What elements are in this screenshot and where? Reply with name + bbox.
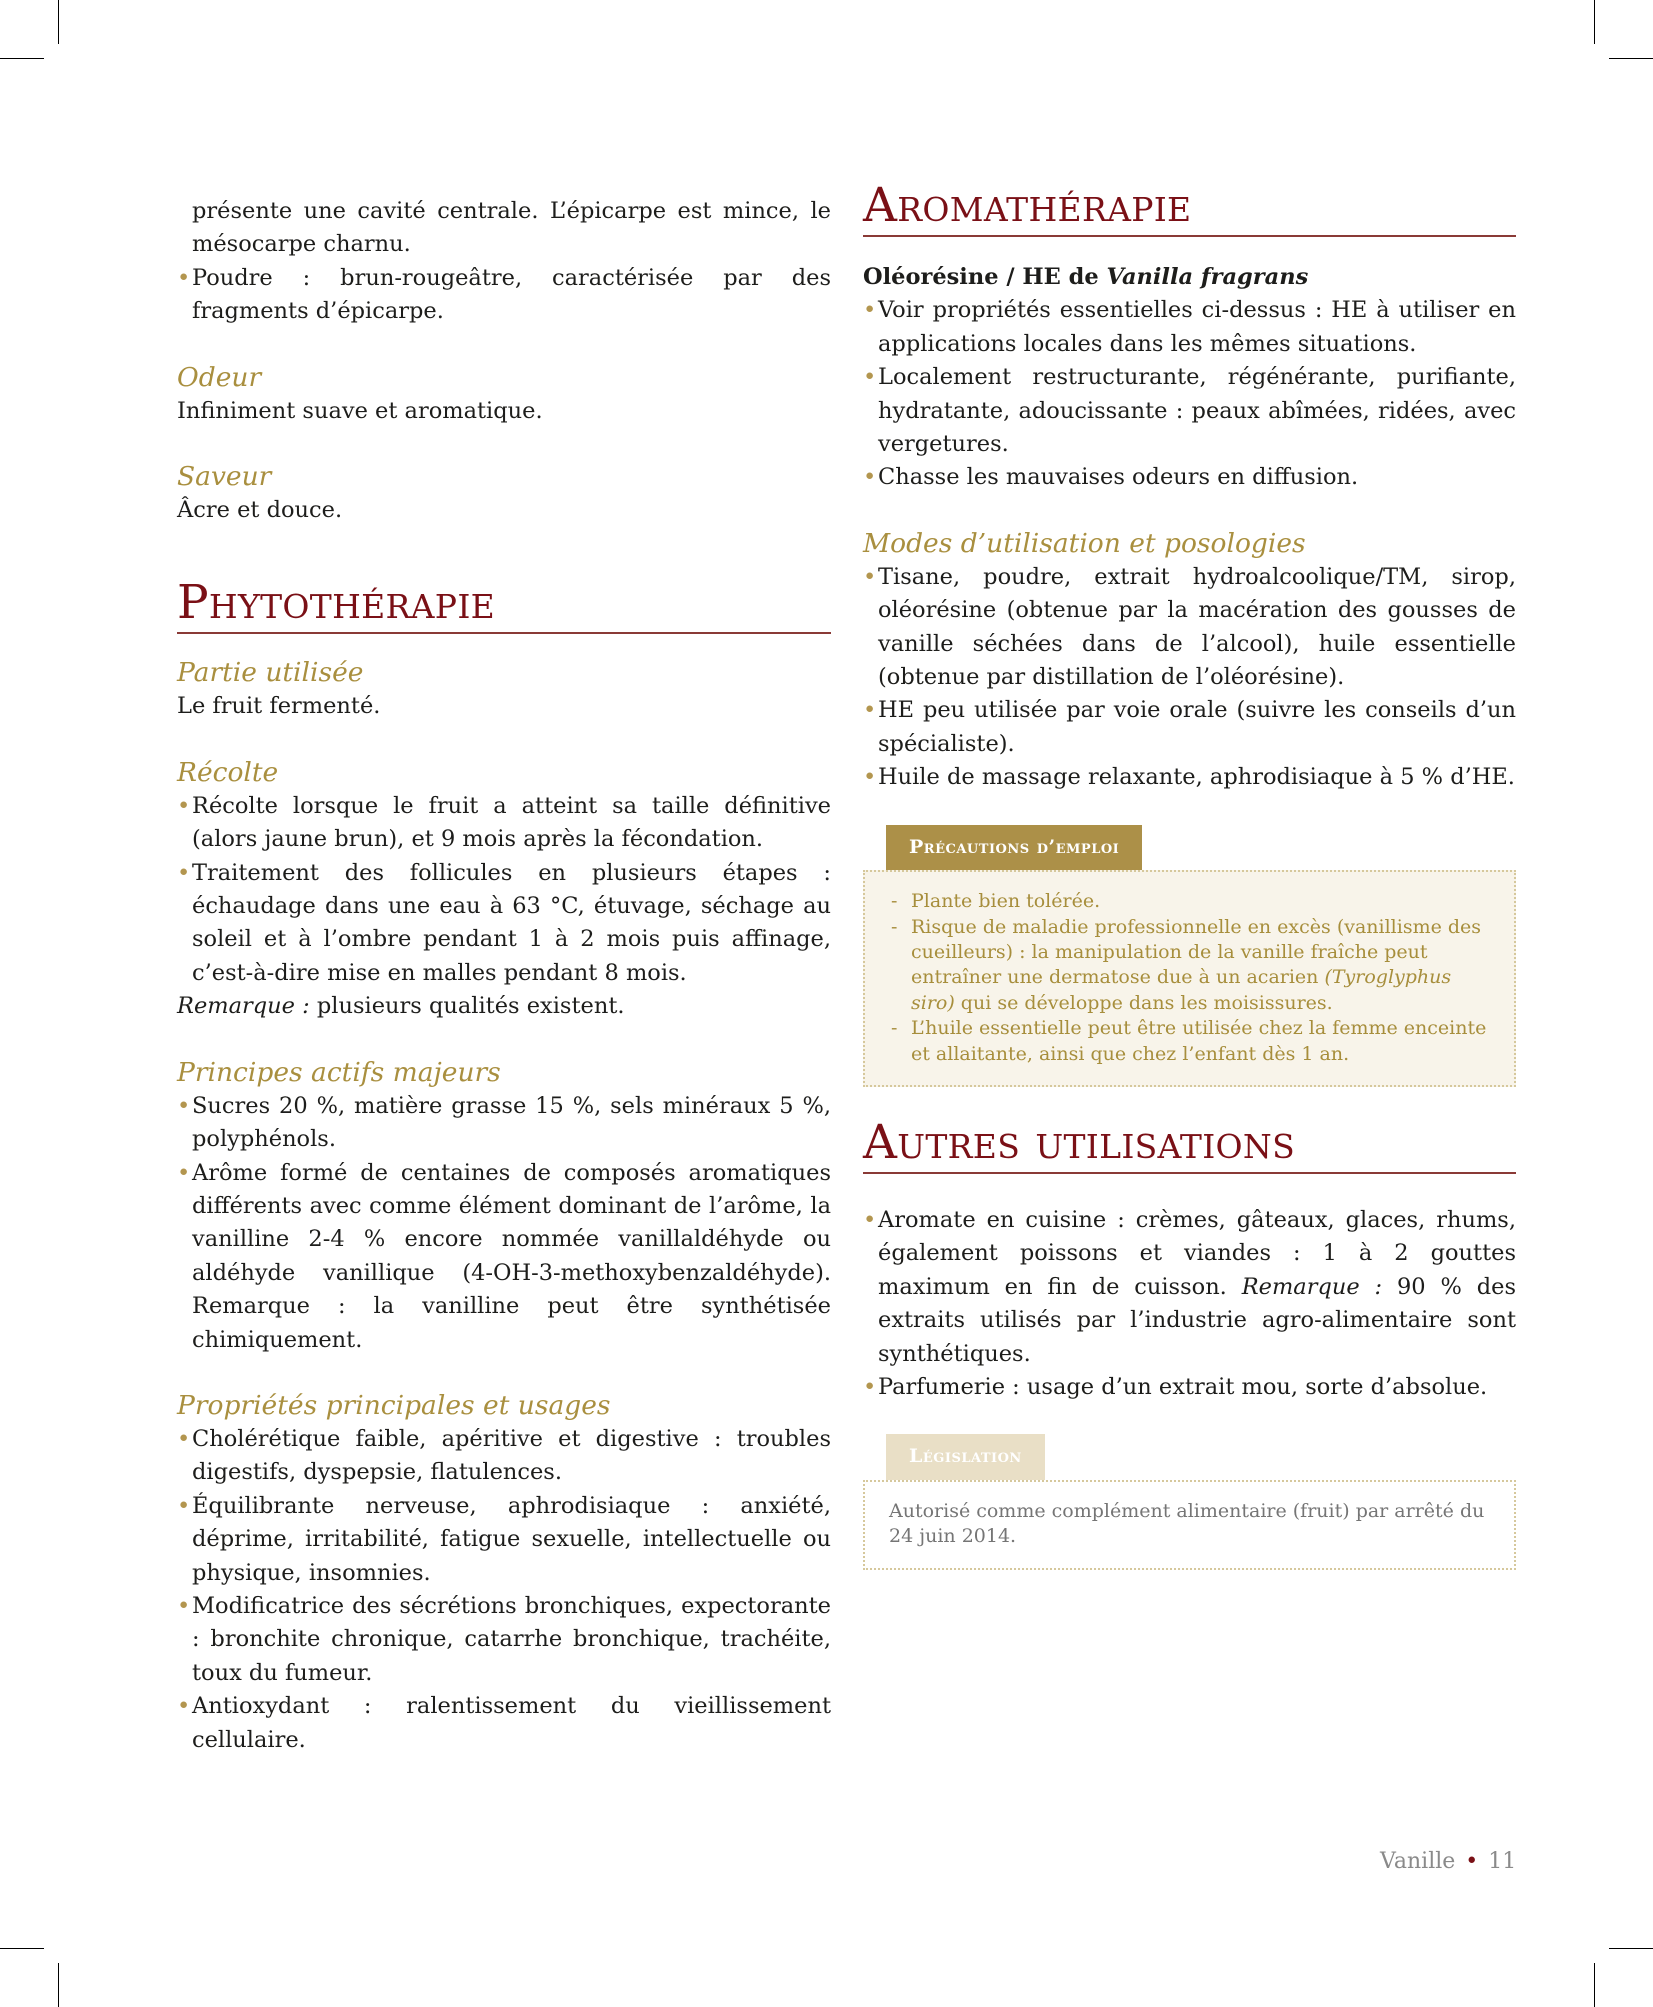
list-item: • Sucres 20 %, matière grasse 15 %, sels minéraux 5 %, polyphénols. [177, 1090, 831, 1157]
page-footer [1380, 1849, 1516, 1874]
list-item: • Modificatrice des sécrétions bronchiques, expectorante : bronchite chronique, catarrhe bronchique, trachéite, toux du fumeur. [177, 1590, 831, 1690]
footer-bullet: • [1465, 1849, 1479, 1874]
precautions-box [863, 825, 1516, 1087]
principes-heading: Principes actifs majeurs [177, 1056, 501, 1088]
crop-mark [1594, 1963, 1595, 2007]
crop-mark [0, 58, 44, 59]
phytotherapie-heading: Phytothérapie [177, 577, 831, 634]
list-item: • Voir propriétés essentielles ci-dessus : HE à utiliser en applications locales dans les mêmes situations. [863, 294, 1516, 361]
list-item: • Huile de massage relaxante, aphrodisiaque à 5 % d’HE. [863, 761, 1516, 794]
proprietes-list [177, 1423, 831, 1757]
aroma-subheading [863, 261, 1516, 294]
right-column [863, 180, 1516, 1570]
list-item: • Chasse les mauvaises odeurs en diffusion. [863, 461, 1516, 494]
remark-label: Remarque : [177, 993, 310, 1020]
remark-label: Remarque : [1241, 1273, 1383, 1300]
saveur-text: Âcre et douce. [177, 497, 343, 524]
autres-utilisations-heading: Autres utilisations [863, 1117, 1516, 1174]
precautions-list [889, 889, 1490, 1067]
list-item: • Localement restructurante, régénérante, purifiante, hydratante, adoucissante : peaux abîmées, ridées, avec vergetures. [863, 361, 1516, 461]
crop-mark [1609, 58, 1653, 59]
recolte-list [177, 790, 831, 990]
list-item: • Arôme formé de centaines de composés aromatiques différents avec comme élément dominant de l’arôme, la vanilline 2-4 % encore nommée vanillaldéhyde ou aldéhyde vanillique (4-OH-3-methoxybenzaldéhyde). Remarque : la vanilline peut être synthétisée chimiquement. [177, 1157, 831, 1357]
list-item: - L’huile essentielle peut être utilisée chez la femme enceinte et allaitante, ainsi que chez l’enfant dès 1 an. [889, 1016, 1490, 1067]
aromatherapie-heading: Aromathérapie [863, 180, 1516, 237]
crop-mark [1594, 0, 1595, 44]
legislation-text: Autorisé comme complément alimentaire (fruit) par arrêté du 24 juin 2014. [889, 1499, 1485, 1548]
legislation-label: Législation [886, 1434, 1045, 1479]
precautions-label: Précautions d’emploi [886, 825, 1142, 870]
precaution-species: (Tyroglyphus siro) [911, 966, 1452, 1014]
list-item: • Antioxydant : ralentissement du vieillissement cellulaire. [177, 1690, 831, 1757]
precaution-text: Risque de maladie professionnelle en excès (vanillisme des cueilleurs) : la manipulation de la vanille fraîche peut entraîner une dermatose due à un acarien [911, 915, 1482, 989]
intro-paragraph: présente une cavité centrale. L’épicarpe est mince, le mésocarpe charnu. [192, 198, 831, 258]
saveur-heading: Saveur [177, 461, 272, 493]
crop-mark [0, 1948, 44, 1949]
list-item: • Récolte lorsque le fruit a atteint sa taille définitive (alors jaune brun), et 9 mois après la fécondation. [177, 790, 831, 857]
crop-mark [1609, 1948, 1653, 1949]
partie-text: Le fruit fermenté. [177, 693, 381, 720]
odeur-text: Infiniment suave et aromatique. [177, 397, 543, 424]
proprietes-heading: Propriétés principales et usages [177, 1389, 611, 1421]
modes-list [863, 561, 1516, 795]
principes-list [177, 1090, 831, 1357]
list-item: - Plante bien tolérée. [889, 889, 1490, 914]
aroma-subheading-bold: Oléorésine / HE de [863, 264, 1107, 290]
recolte-remark [177, 990, 831, 1023]
list-item: • Équilibrante nerveuse, aphrodisiaque : anxiété, déprime, irritabilité, fatigue sexuelle, intellectuelle ou physique, insomnies. [177, 1490, 831, 1590]
partie-heading: Partie utilisée [177, 657, 364, 689]
list-item [863, 1204, 1516, 1371]
precautions-content [863, 870, 1516, 1087]
crop-mark [58, 0, 59, 44]
recolte-heading: Récolte [177, 756, 279, 788]
list-item: • Traitement des follicules en plusieurs étapes : échaudage dans une eau à 63 °C, étuvage, séchage au soleil et à l’ombre pendant 1 à 2 mois puis affinage, c’est-à-dire mise en malles pendant 8 mois. [177, 857, 831, 991]
list-item: • Tisane, poudre, extrait hydroalcoolique/TM, sirop, oléorésine (obtenue par la macération des gousses de vanille séchées dans de l’alcool), huile essentielle (obtenue par distillation de l’oléorésine). [863, 561, 1516, 695]
remark-text: plusieurs qualités existent. [309, 993, 625, 1020]
autres-text: 90 % des extraits utilisés par l’industrie agro-alimentaire sont synthétiques. [878, 1273, 1516, 1367]
list-item: • Cholérétique faible, apéritive et digestive : troubles digestifs, dyspepsie, flatulences. [177, 1423, 831, 1490]
legislation-box [863, 1434, 1516, 1569]
running-title: Vanille [1380, 1849, 1456, 1874]
list-item: • HE peu utilisée par voie orale (suivre les conseils d’un spécialiste). [863, 694, 1516, 761]
autres-list [863, 1204, 1516, 1404]
modes-heading: Modes d’utilisation et posologies [863, 527, 1306, 559]
legislation-content [863, 1480, 1516, 1570]
autres-text: Aromate en cuisine : crèmes, gâteaux, glaces, rhums, également poissons et viandes : 1 à 2 gouttes maximum en fin de cuisson. [878, 1206, 1516, 1300]
list-item [889, 915, 1490, 1017]
odeur-heading: Odeur [177, 361, 262, 393]
crop-mark [58, 1963, 59, 2007]
aroma-list [863, 294, 1516, 494]
intro-list [177, 262, 831, 329]
precaution-text: qui se développe dans les moisissures. [954, 991, 1333, 1014]
list-item: • Parfumerie : usage d’un extrait mou, sorte d’absolue. [863, 1371, 1516, 1404]
list-item: • Poudre : brun-rougeâtre, caractérisée par des fragments d’épicarpe. [177, 262, 831, 329]
page-number: 11 [1488, 1849, 1517, 1874]
aroma-subheading-italic: Vanilla fragrans [1106, 264, 1309, 290]
left-column [177, 195, 831, 1757]
